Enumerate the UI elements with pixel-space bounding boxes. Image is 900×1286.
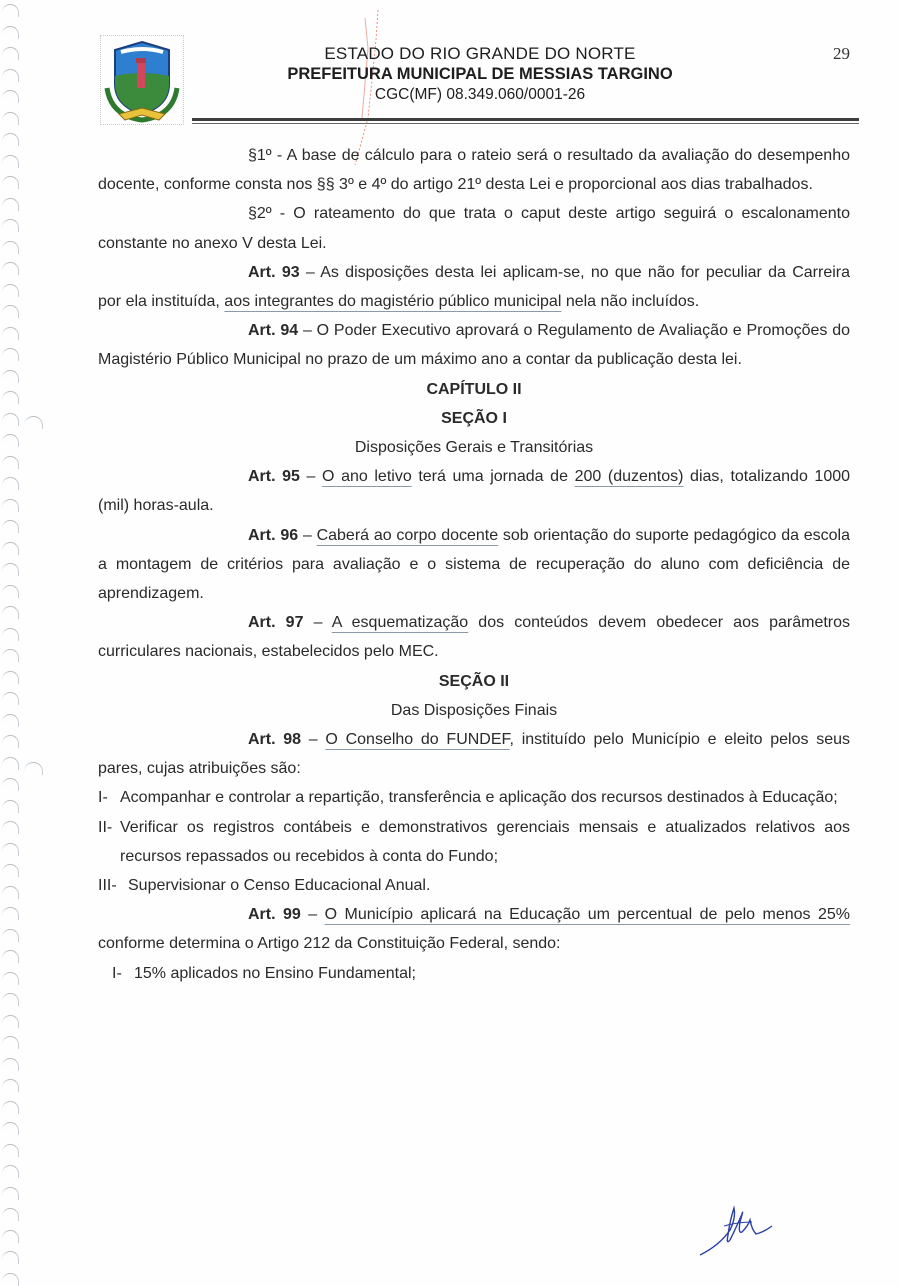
binding-ring [24, 762, 43, 775]
binding-ring [2, 1208, 19, 1221]
document-body [98, 141, 850, 988]
list-item: II- Verificar os registros contábeis e demonstrativos gerenciais mensais e atualizados relativos aos recursos repassados ou recebidos à conta do Fundo; [98, 818, 850, 865]
binding-ring [2, 563, 19, 576]
binding-ring [2, 886, 19, 899]
binding-ring [2, 284, 19, 297]
binding-ring [2, 778, 19, 791]
underlined-text: aos integrantes do magistério público municipal [224, 293, 562, 311]
article-label: Art. 96 [248, 526, 299, 544]
binding-ring [2, 219, 19, 232]
binding-ring [2, 993, 19, 1006]
binding-ring [2, 649, 19, 662]
list-item: I- 15% aplicados no Ensino Fundamental; [112, 964, 416, 982]
binding-ring [2, 1187, 19, 1200]
binding-ring [2, 757, 19, 770]
binding-ring [2, 972, 19, 985]
binding-ring [2, 348, 19, 361]
letterhead [0, 0, 900, 140]
binding-ring [2, 434, 19, 447]
binding-ring [2, 456, 19, 469]
article-label: Art. 98 [248, 731, 302, 749]
page-number: 29 [833, 44, 850, 63]
spiral-binding [0, 0, 40, 1281]
binding-ring [2, 843, 19, 856]
binding-ring [2, 692, 19, 705]
article-label: Art. 99 [248, 906, 301, 924]
binding-ring [2, 1230, 19, 1243]
section-2-heading: SEÇÃO II [438, 672, 510, 690]
state-name: ESTADO DO RIO GRANDE DO NORTE [324, 44, 636, 63]
binding-ring [2, 413, 19, 426]
binding-ring [2, 800, 19, 813]
list-item: I- Acompanhar e controlar a repartição, transferência e aplicação dos recursos destinados à Educação; [98, 789, 838, 807]
binding-ring [2, 391, 19, 404]
article-label: Art. 93 [248, 263, 300, 281]
binding-ring [2, 262, 19, 275]
article-99: Art. 99 – O Município aplicará na Educação um percentual de pelo menos 25% conforme determina o Artigo 212 da Constituição Federal, sendo: [98, 906, 850, 953]
binding-ring [2, 1273, 19, 1286]
binding-ring [2, 499, 19, 512]
binding-ring [2, 821, 19, 834]
binding-ring [2, 1015, 19, 1028]
underlined-text: O Conselho do FUNDEF [325, 731, 510, 749]
binding-ring [2, 929, 19, 942]
binding-ring [2, 305, 19, 318]
binding-ring [2, 628, 19, 641]
binding-ring [2, 520, 19, 533]
section-1-subtitle: Disposições Gerais e Transitórias [354, 439, 594, 457]
underlined-text: A esquematização [331, 614, 469, 632]
binding-ring [2, 1101, 19, 1114]
article-93: Art. 93 – As disposições desta lei aplicam-se, no que não for peculiar da Carreira por ela instituída, aos integrantes do magistério público municipal nela não incluídos. [98, 263, 851, 311]
article-96: Art. 96 – Caberá ao corpo docente sob orientação do suporte pedagógico da escola a montagem de critérios para avaliação e o sistema de recuperação do aluno com deficiência de aprendizagem. [98, 526, 851, 603]
binding-ring [2, 1079, 19, 1092]
binding-ring [2, 241, 19, 254]
section-2-subtitle: Das Disposições Finais [390, 701, 558, 719]
binding-ring [2, 606, 19, 619]
binding-ring [2, 585, 19, 598]
binding-ring [2, 735, 19, 748]
underlined-text: 200 (duzentos) [574, 468, 684, 486]
article-label: Art. 94 [248, 322, 299, 340]
header-rule-thin [192, 123, 859, 124]
binding-ring [2, 1122, 19, 1135]
article-94: Art. 94 – O Poder Executivo aprovará o Regulamento de Avaliação e Promoções do Magistério Público Municipal no prazo de um máximo ano a contar da publicação desta lei. [98, 322, 850, 369]
binding-ring [2, 671, 19, 684]
binding-ring [2, 370, 19, 383]
binding-ring [2, 1058, 19, 1071]
section-1-heading: SEÇÃO I [441, 409, 507, 427]
list-item: III- Supervisionar o Censo Educacional Anual. [98, 877, 431, 895]
binding-ring [2, 907, 19, 920]
binding-ring [2, 950, 19, 963]
binding-ring [2, 1036, 19, 1049]
municipality-name: PREFEITURA MUNICIPAL DE MESSIAS TARGINO [287, 65, 673, 83]
binding-ring [2, 1144, 19, 1157]
crest-icon [101, 36, 183, 124]
underlined-text: Caberá ao corpo docente [316, 526, 499, 544]
article-97: Art. 97 – A esquematização dos conteúdos devem obedecer aos parâmetros curriculares nacionais, estabelecidos pelo MEC. [98, 614, 851, 661]
tax-id: CGC(MF) 08.349.060/0001-26 [374, 86, 586, 103]
article-95: Art. 95 – O ano letivo terá uma jornada de 200 (duzentos) dias, totalizando 1000 (mil) horas-aula. [98, 468, 851, 515]
article-label: Art. 95 [248, 468, 300, 486]
article-98: Art. 98 – O Conselho do FUNDEF, instituído pelo Município e eleito pelos seus pares, cujas atribuições são: [98, 731, 850, 778]
underlined-text: O Município aplicará na Educação um percentual de pelo menos 25% [324, 906, 850, 924]
binding-ring [2, 155, 19, 168]
binding-ring [2, 327, 19, 340]
binding-ring [2, 477, 19, 490]
underlined-text: O ano letivo [322, 468, 412, 486]
binding-ring [2, 176, 19, 189]
paragraph-2: §2º - O rateamento do que trata o caput deste artigo seguirá o escalonamento constante no anexo V desta Lei. [98, 205, 850, 252]
binding-ring [2, 198, 19, 211]
binding-ring [2, 542, 19, 555]
binding-ring [2, 864, 19, 877]
binding-ring [2, 1251, 19, 1264]
binding-ring [2, 714, 19, 727]
coat-of-arms-logo [100, 35, 184, 125]
paragraph-1: §1º - A base de cálculo para o rateio será o resultado da avaliação do desempenho docente, conforme consta nos §§ 3º e 4º do artigo 21º desta Lei e proporcional aos dias trabalhados. [98, 147, 850, 194]
signature-initials [690, 1200, 780, 1260]
article-label: Art. 97 [248, 614, 304, 632]
binding-ring [2, 1165, 19, 1178]
chapter-heading: CAPÍTULO II [426, 380, 522, 398]
header-rule [192, 118, 859, 121]
binding-ring [24, 416, 43, 429]
